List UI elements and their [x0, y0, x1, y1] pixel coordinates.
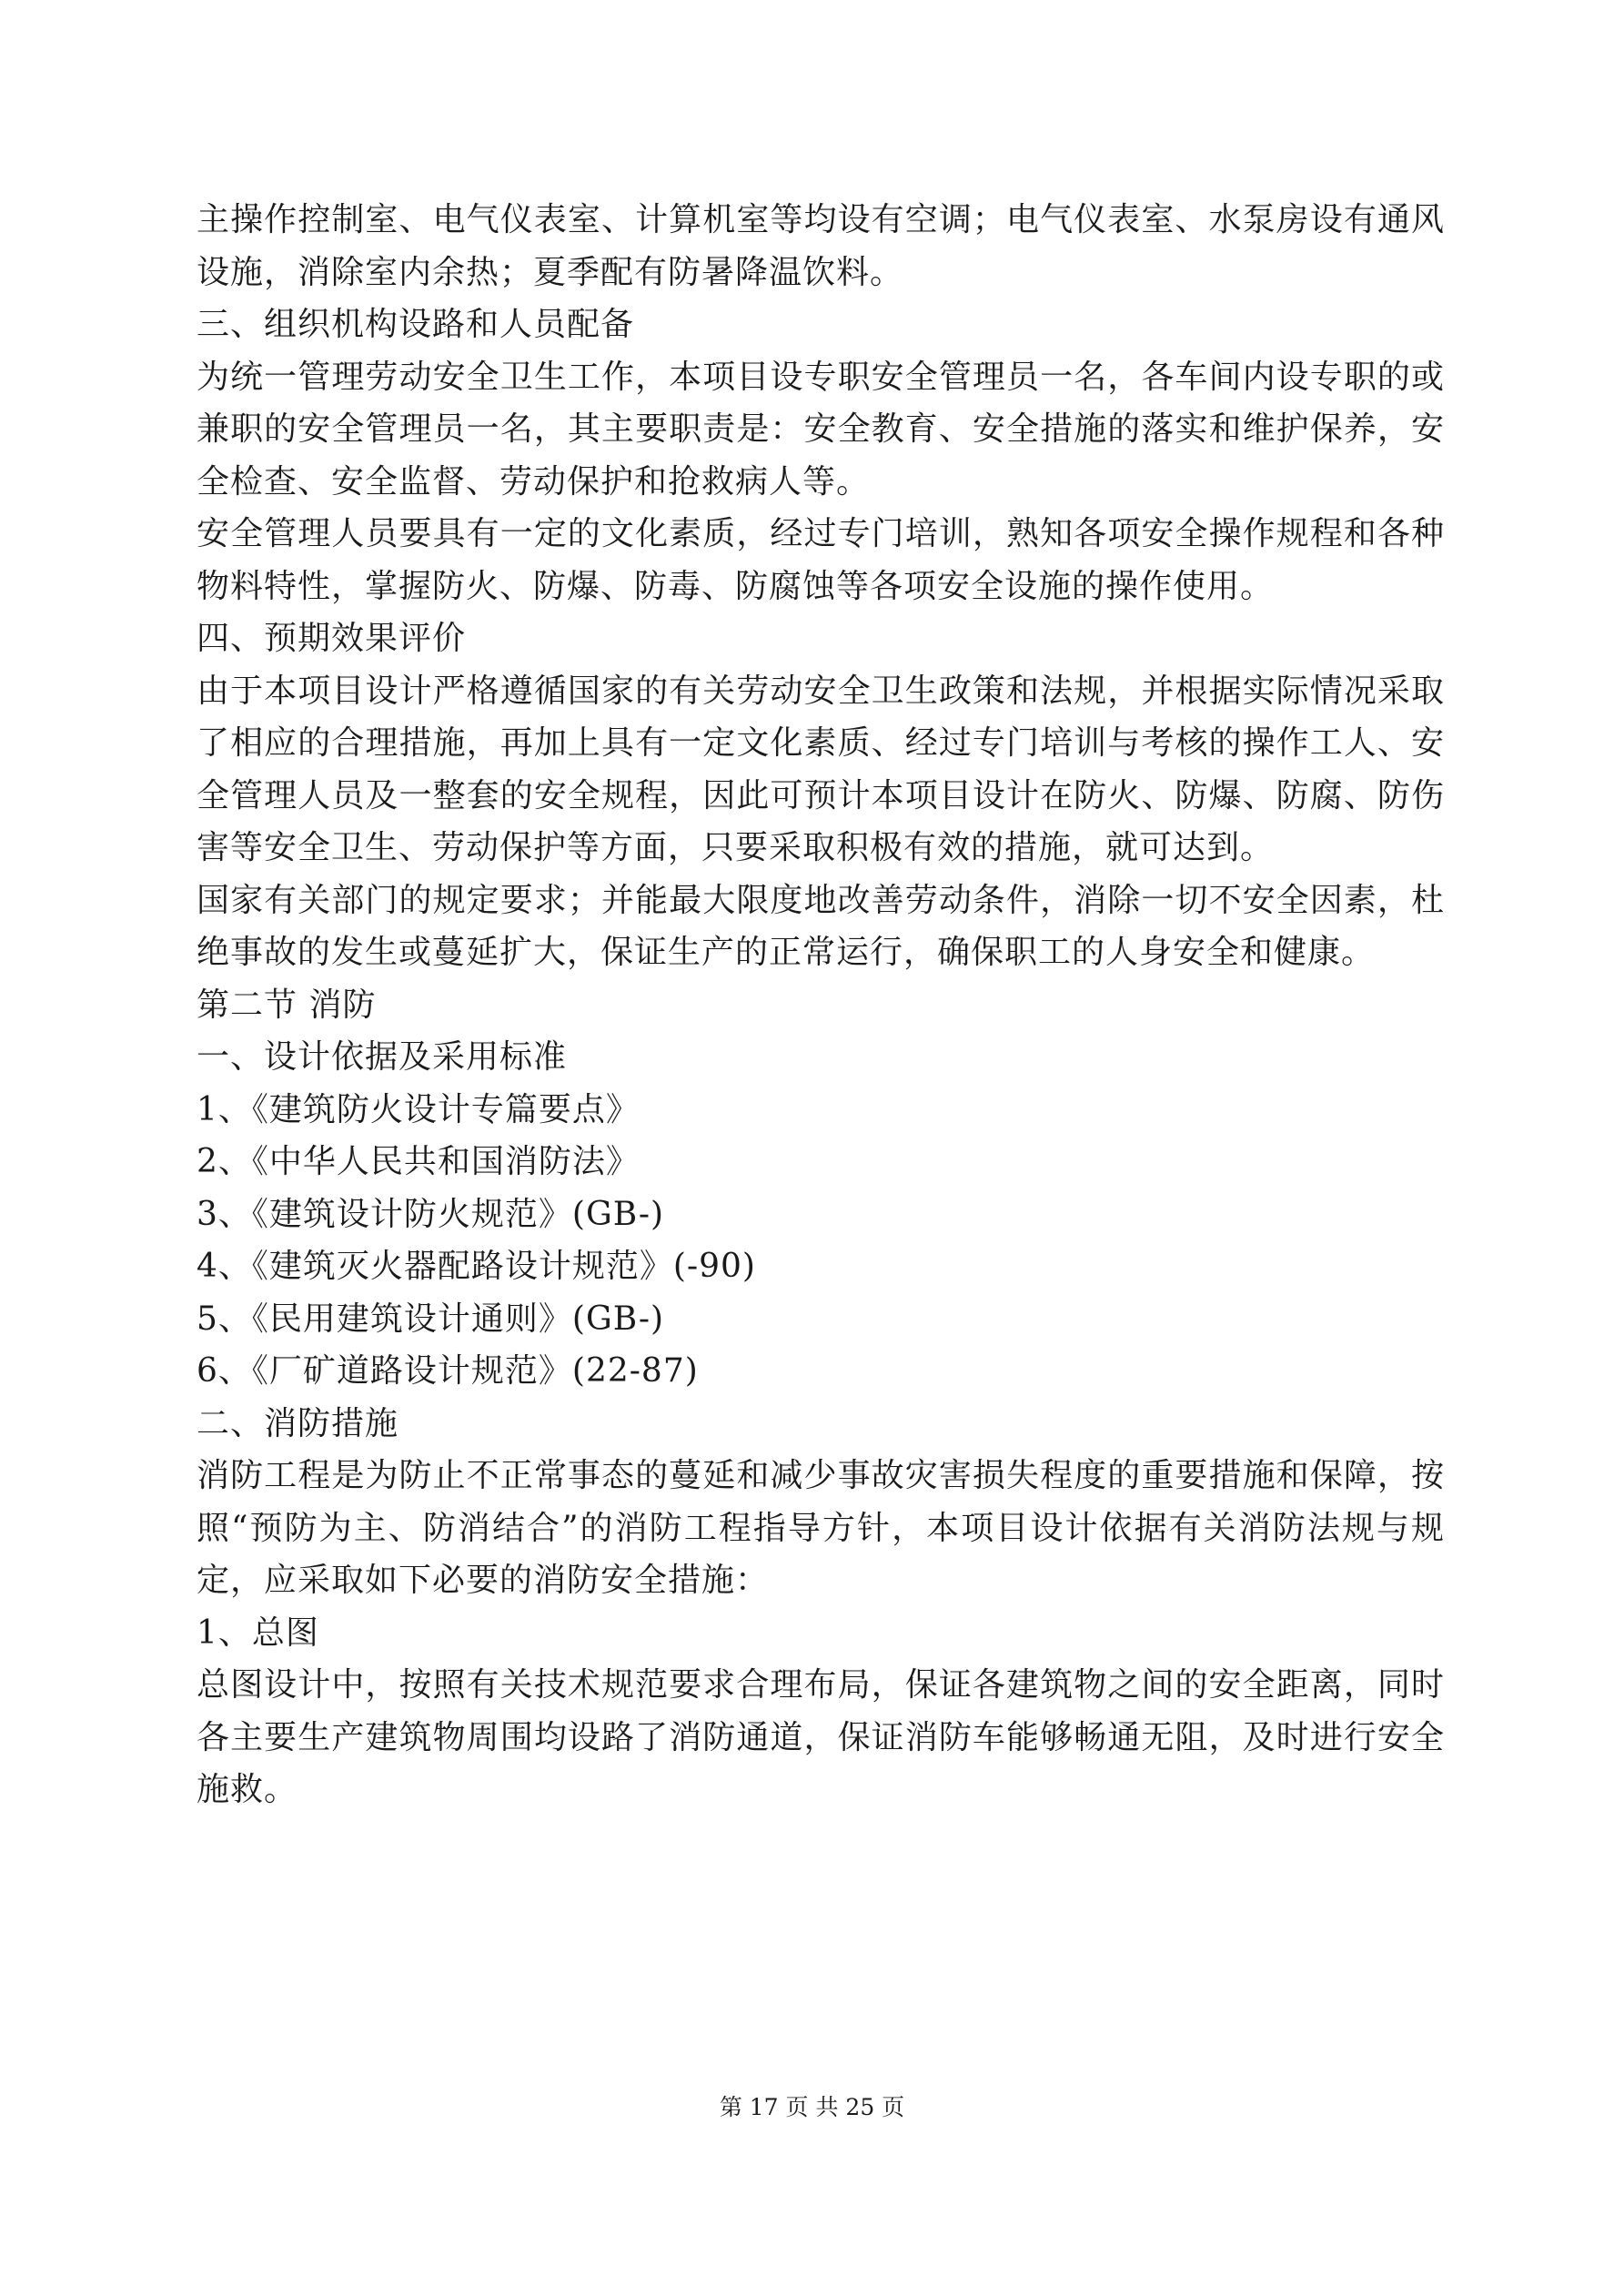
- paragraph-safety-staff: 为统一管理劳动安全卫生工作，本项目设专职安全管理员一名，各车间内设专职的或兼职的安全管理员一名，其主要职责是：安全教育、安全措施的落实和维护保养，安全检查、安全监督、劳动保护和抢救病人等。: [197, 358, 1445, 501]
- list-item: 3、《建筑设计防火规范》(GB-): [197, 1195, 665, 1233]
- paragraph-general-plan: 总图设计中，按照有关技术规范要求合理布局，保证各建筑物之间的安全距离，同时各主要生产建筑物周围均设路了消防通道，保证消防车能够畅通无阻，及时进行安全施救。: [197, 1666, 1445, 1808]
- heading-design-basis: 一、设计依据及采用标准: [197, 1038, 568, 1076]
- list-item: 6、《厂矿道路设计规范》(22-87): [197, 1352, 699, 1390]
- heading-organization: 三、组织机构设路和人员配备: [197, 306, 635, 343]
- section-title-fire-protection: 第二节 消防: [197, 986, 377, 1024]
- paragraph-fire-engineering: 消防工程是为防止不正常事态的蔓延和减少事故灾害损失程度的重要措施和保障，按照“预防为主、防消结合”的消防工程指导方针，本项目设计依据有关消防法规与规定，应采取如下必要的消防安全措施：: [197, 1457, 1445, 1599]
- list-item: 5、《民用建筑设计通则》(GB-): [197, 1300, 665, 1338]
- document-body: [197, 194, 1445, 1816]
- list-item: 2、《中华人民共和国消防法》: [197, 1143, 640, 1180]
- heading-fire-measures: 二、消防措施: [197, 1404, 399, 1442]
- paragraph-staff-qualification: 安全管理人员要具有一定的文化素质，经过专门培训，熟知各项安全操作规程和各种物料特性，掌握防火、防爆、防毒、防腐蚀等各项安全设施的操作使用。: [197, 515, 1445, 605]
- paragraph-ventilation: 主操作控制室、电气仪表室、计算机室等均设有空调；电气仪表室、水泵房设有通风设施，消除室内余热；夏季配有防暑降温饮料。: [197, 201, 1445, 291]
- paragraph-requirements: 国家有关部门的规定要求；并能最大限度地改善劳动条件，消除一切不安全因素，杜绝事故的发生或蔓延扩大，保证生产的正常运行，确保职工的人身安全和健康。: [197, 881, 1445, 971]
- list-item: 4、《建筑灭火器配路设计规范》(-90): [197, 1248, 756, 1285]
- paragraph-evaluation: 由于本项目设计严格遵循国家的有关劳动安全卫生政策和法规，并根据实际情况采取了相应的合理措施，再加上具有一定文化素质、经过专门培训与考核的操作工人、安全管理人员及一整套的安全规程，因此可预计本项目设计在防火、防爆、防腐、防伤害等安全卫生、劳动保护等方面，只要采取积极有效的措施，就可达到。: [197, 672, 1445, 866]
- list-item: 1、《建筑防火设计专篇要点》: [197, 1090, 640, 1128]
- heading-expected-effect: 四、预期效果评价: [197, 620, 467, 657]
- heading-general-plan: 1、总图: [197, 1613, 319, 1652]
- page-footer: 第 17 页 共 25 页: [719, 2094, 905, 2120]
